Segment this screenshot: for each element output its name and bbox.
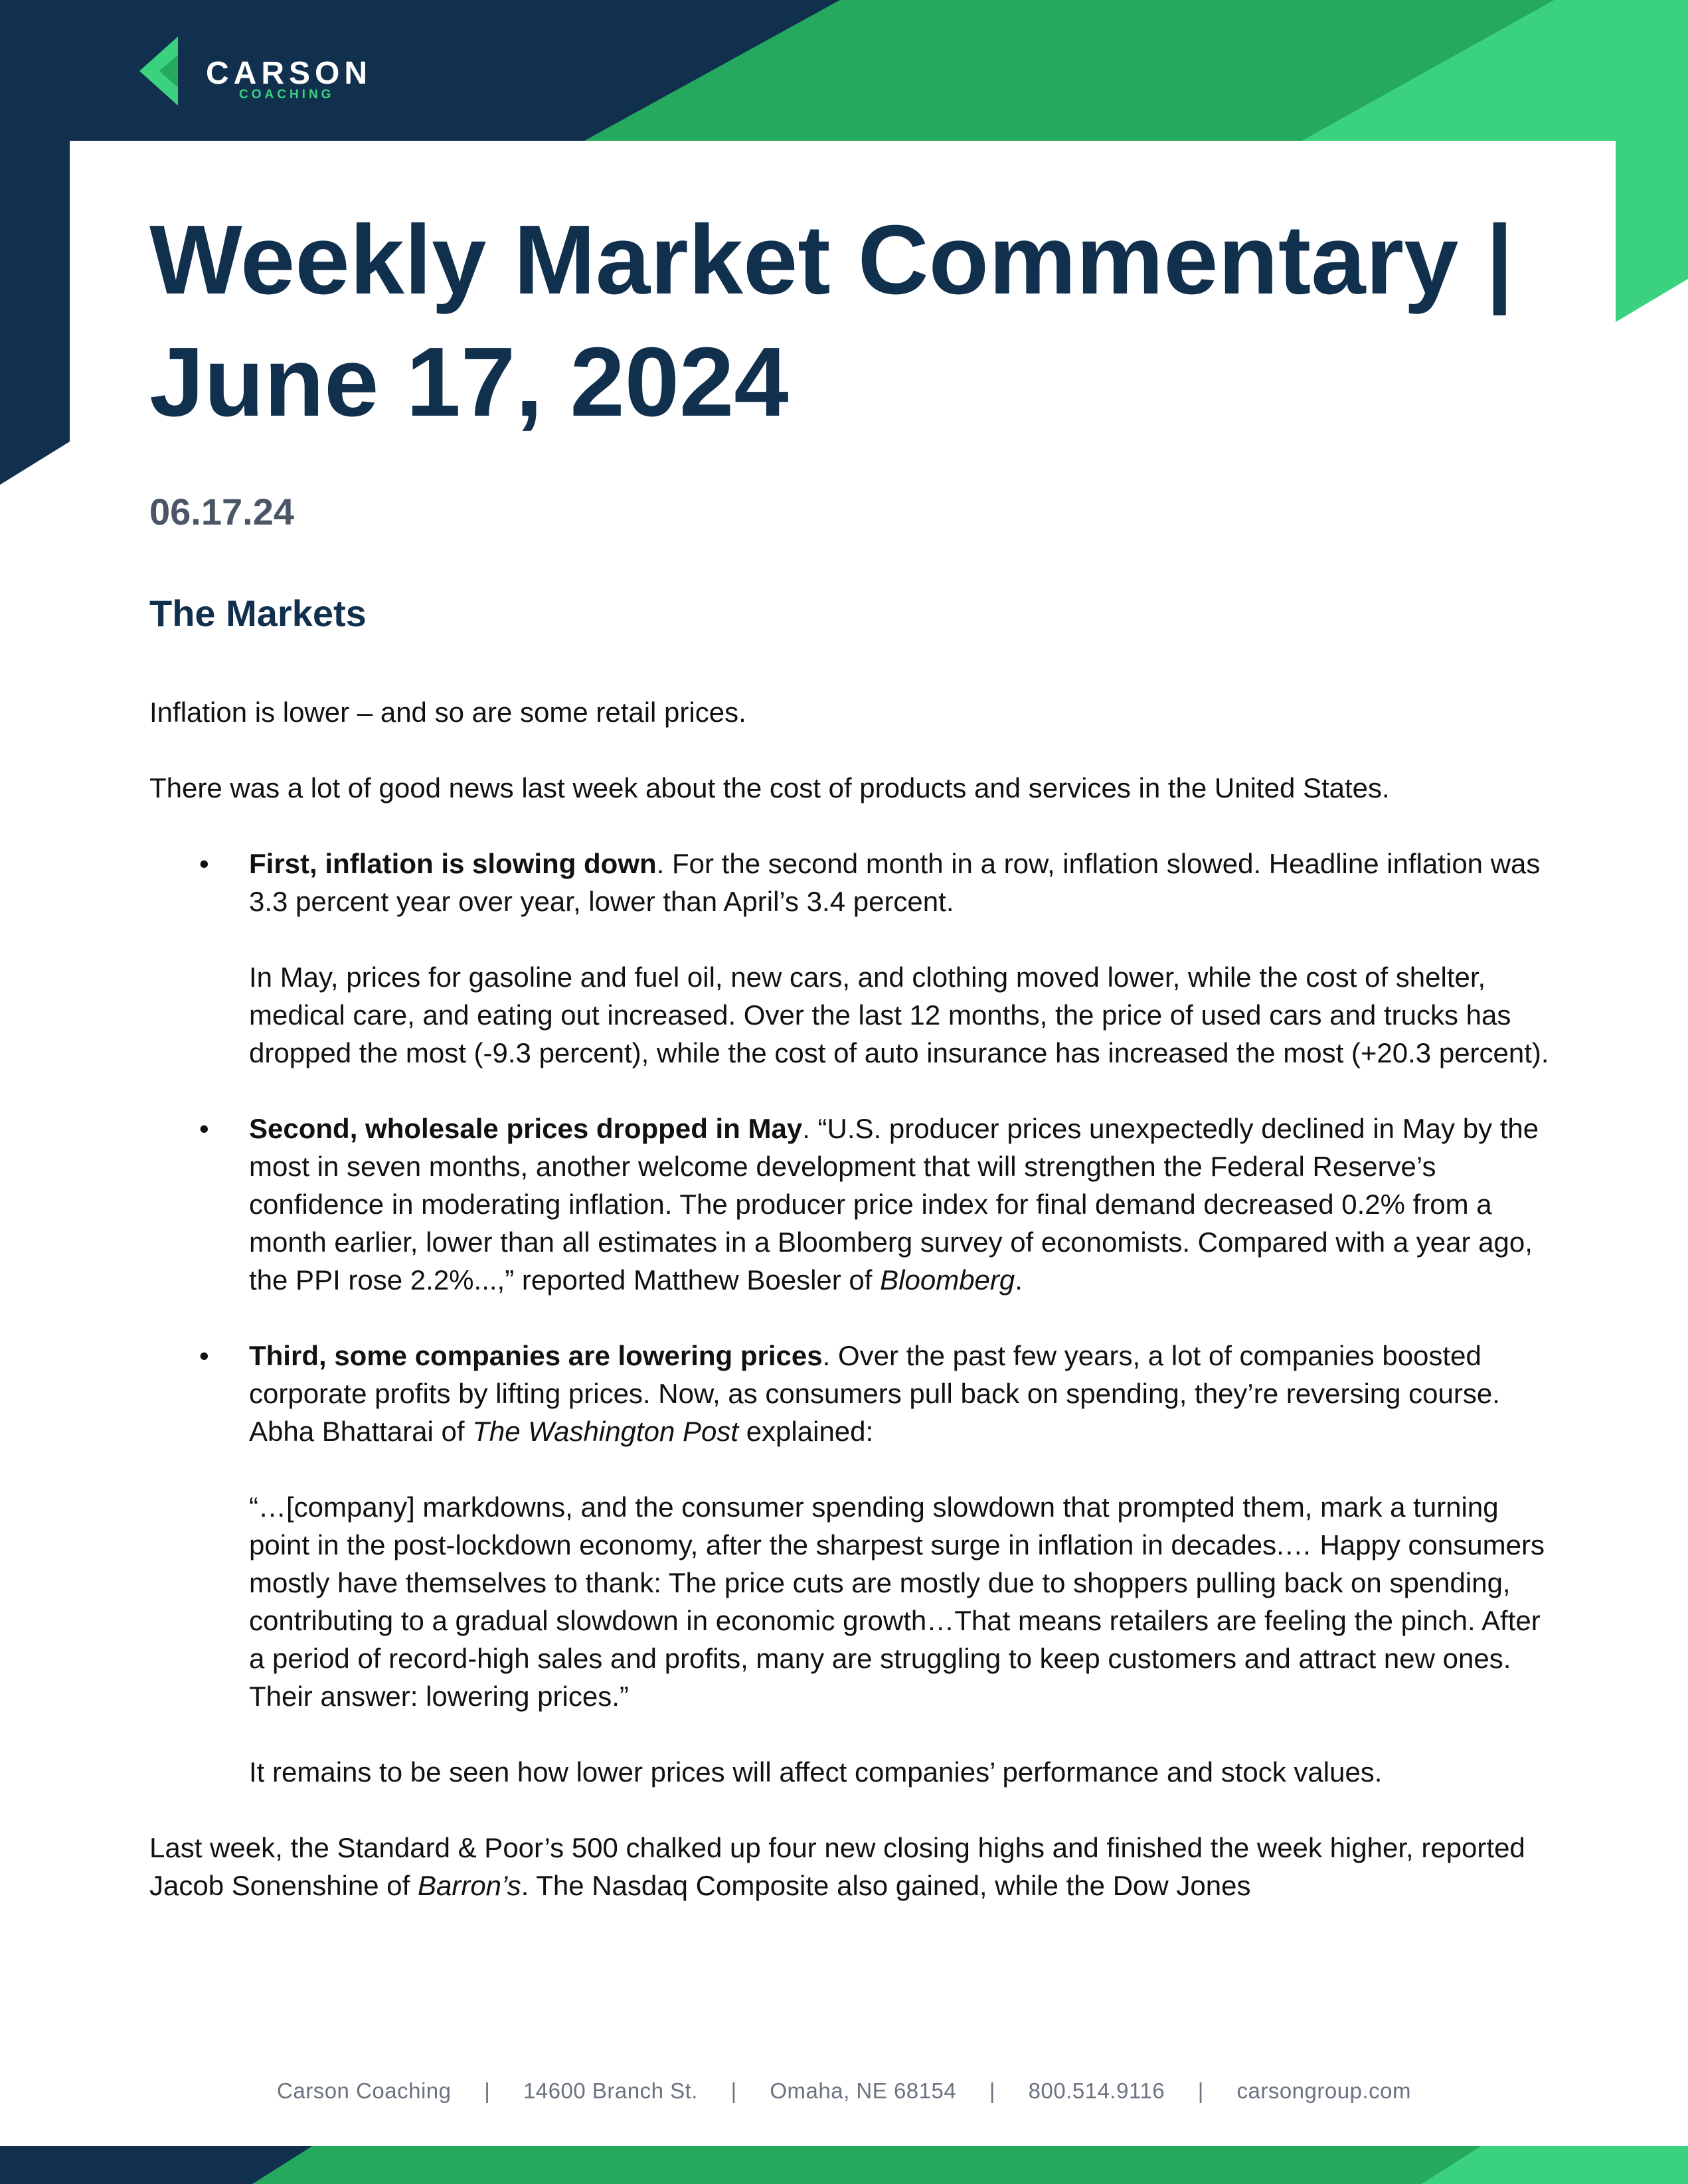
bullet-2-text: Second, wholesale prices dropped in May. “U.S. producer prices unexpectedly declined in May by the most in seven months, another welcome development that will strengthen the Federal Reserve’s confidence in moderating inflation. The producer price index for final demand decreased 0.2% from a month earlier, lower than all estimates in a Bloomberg survey of economists. Compared with a year ago, the PPI rose 2.2%...,” reported Matthew Boesler of Bloomberg. [249,1113,1539,1296]
bullet-1-followup: In May, prices for gasoline and fuel oil, new cars, and clothing moved lower, while the cost of shelter, medical care, and eating out increased. Over the last 12 months, the price of used cars and trucks has dropped the most (-9.3 percent), while the cost of auto insurance has increased the most (+20.3 percent). [249,962,1549,1068]
bullet-3-quote: “…[company] markdowns, and the consumer spending slowdown that prompted them, mark a turning point in the post-lockdown economy, after the sharpest surge in inflation in decades.… Happy consumers mostly have themselves to thank: The price cuts are mostly due to shoppers pulling back on spending, contributing to a gradual slowdown in economic growth…That means retailers are feeling the pinch. After a period of record-high sales and profits, many are struggling to keep customers and attract new ones. Their answer: lowering prices.” [249,1491,1545,1712]
footer-company: Carson Coaching [277,2078,452,2103]
bullet-dot-icon: • [199,1113,209,1144]
closing-paragraph: Last week, the Standard & Poor’s 500 chalked up four new closing highs and finished the week higher, reported Jacob Sonenshine of Barron’s. The Nasdaq Composite also gained, while the Dow Jones [149,1832,1525,1901]
footer-separator: | [1197,2078,1204,2103]
bullet-3-closing: It remains to be seen how lower prices will affect companies’ performance and stock values. [249,1756,1383,1788]
intro-paragraph-1: Inflation is lower – and so are some retail prices. [149,697,746,728]
bullet-dot-icon: • [199,1340,209,1371]
bullet-3-lead: Third, some companies are lowering prices [249,1340,823,1371]
bullet-item-wholesale [149,1110,1551,1299]
closing-source: Barron’s [417,1870,521,1901]
carson-logo [139,37,405,110]
bullet-3-source: The Washington Post [472,1416,739,1447]
footer-website-link[interactable]: carsongroup.com [1236,2078,1411,2103]
footer-separator: | [730,2078,737,2103]
bullet-list [149,845,1551,1791]
title-line-1: Weekly Market Commentary | [149,205,1513,315]
footer-address: 14600 Branch St. [523,2078,698,2103]
page-footer [0,2078,1688,2104]
bullet-item-companies [149,1337,1551,1791]
bullet-1-text: First, inflation is slowing down. For the second month in a row, inflation slowed. Headline inflation was 3.3 percent year over year, lower than April’s 3.4 percent. [249,848,1541,917]
bullet-dot-icon: • [199,848,209,879]
title-line-2: June 17, 2024 [149,327,789,437]
bullet-2-lead: Second, wholesale prices dropped in May [249,1113,803,1144]
logo-wordmark: CARSON [206,56,373,91]
footer-phone: 800.514.9116 [1028,2078,1165,2103]
carson-chevron-icon [139,37,186,106]
bullet-1-lead: First, inflation is slowing down [249,848,657,879]
bullet-2-source: Bloomberg [880,1264,1015,1296]
footer-city: Omaha, NE 68154 [770,2078,957,2103]
section-heading: The Markets [149,592,367,634]
intro-paragraph-2: There was a lot of good news last week about the cost of products and services in the United States. [149,772,1390,803]
footer-separator: | [989,2078,995,2103]
logo-subtitle: COACHING [239,88,335,102]
bullet-3-text: Third, some companies are lowering prices. Over the past few years, a lot of companies boosted corporate profits by lifting prices. Now, as consumers pull back on spending, they’re reversing course. Abha Bhattarai of The Washington Post explained: [249,1340,1500,1447]
footer-separator: | [484,2078,491,2103]
publish-date: 06.17.24 [149,491,294,533]
document-content [149,199,1551,1904]
bullet-item-inflation [149,845,1551,1072]
page-title [149,199,1551,444]
